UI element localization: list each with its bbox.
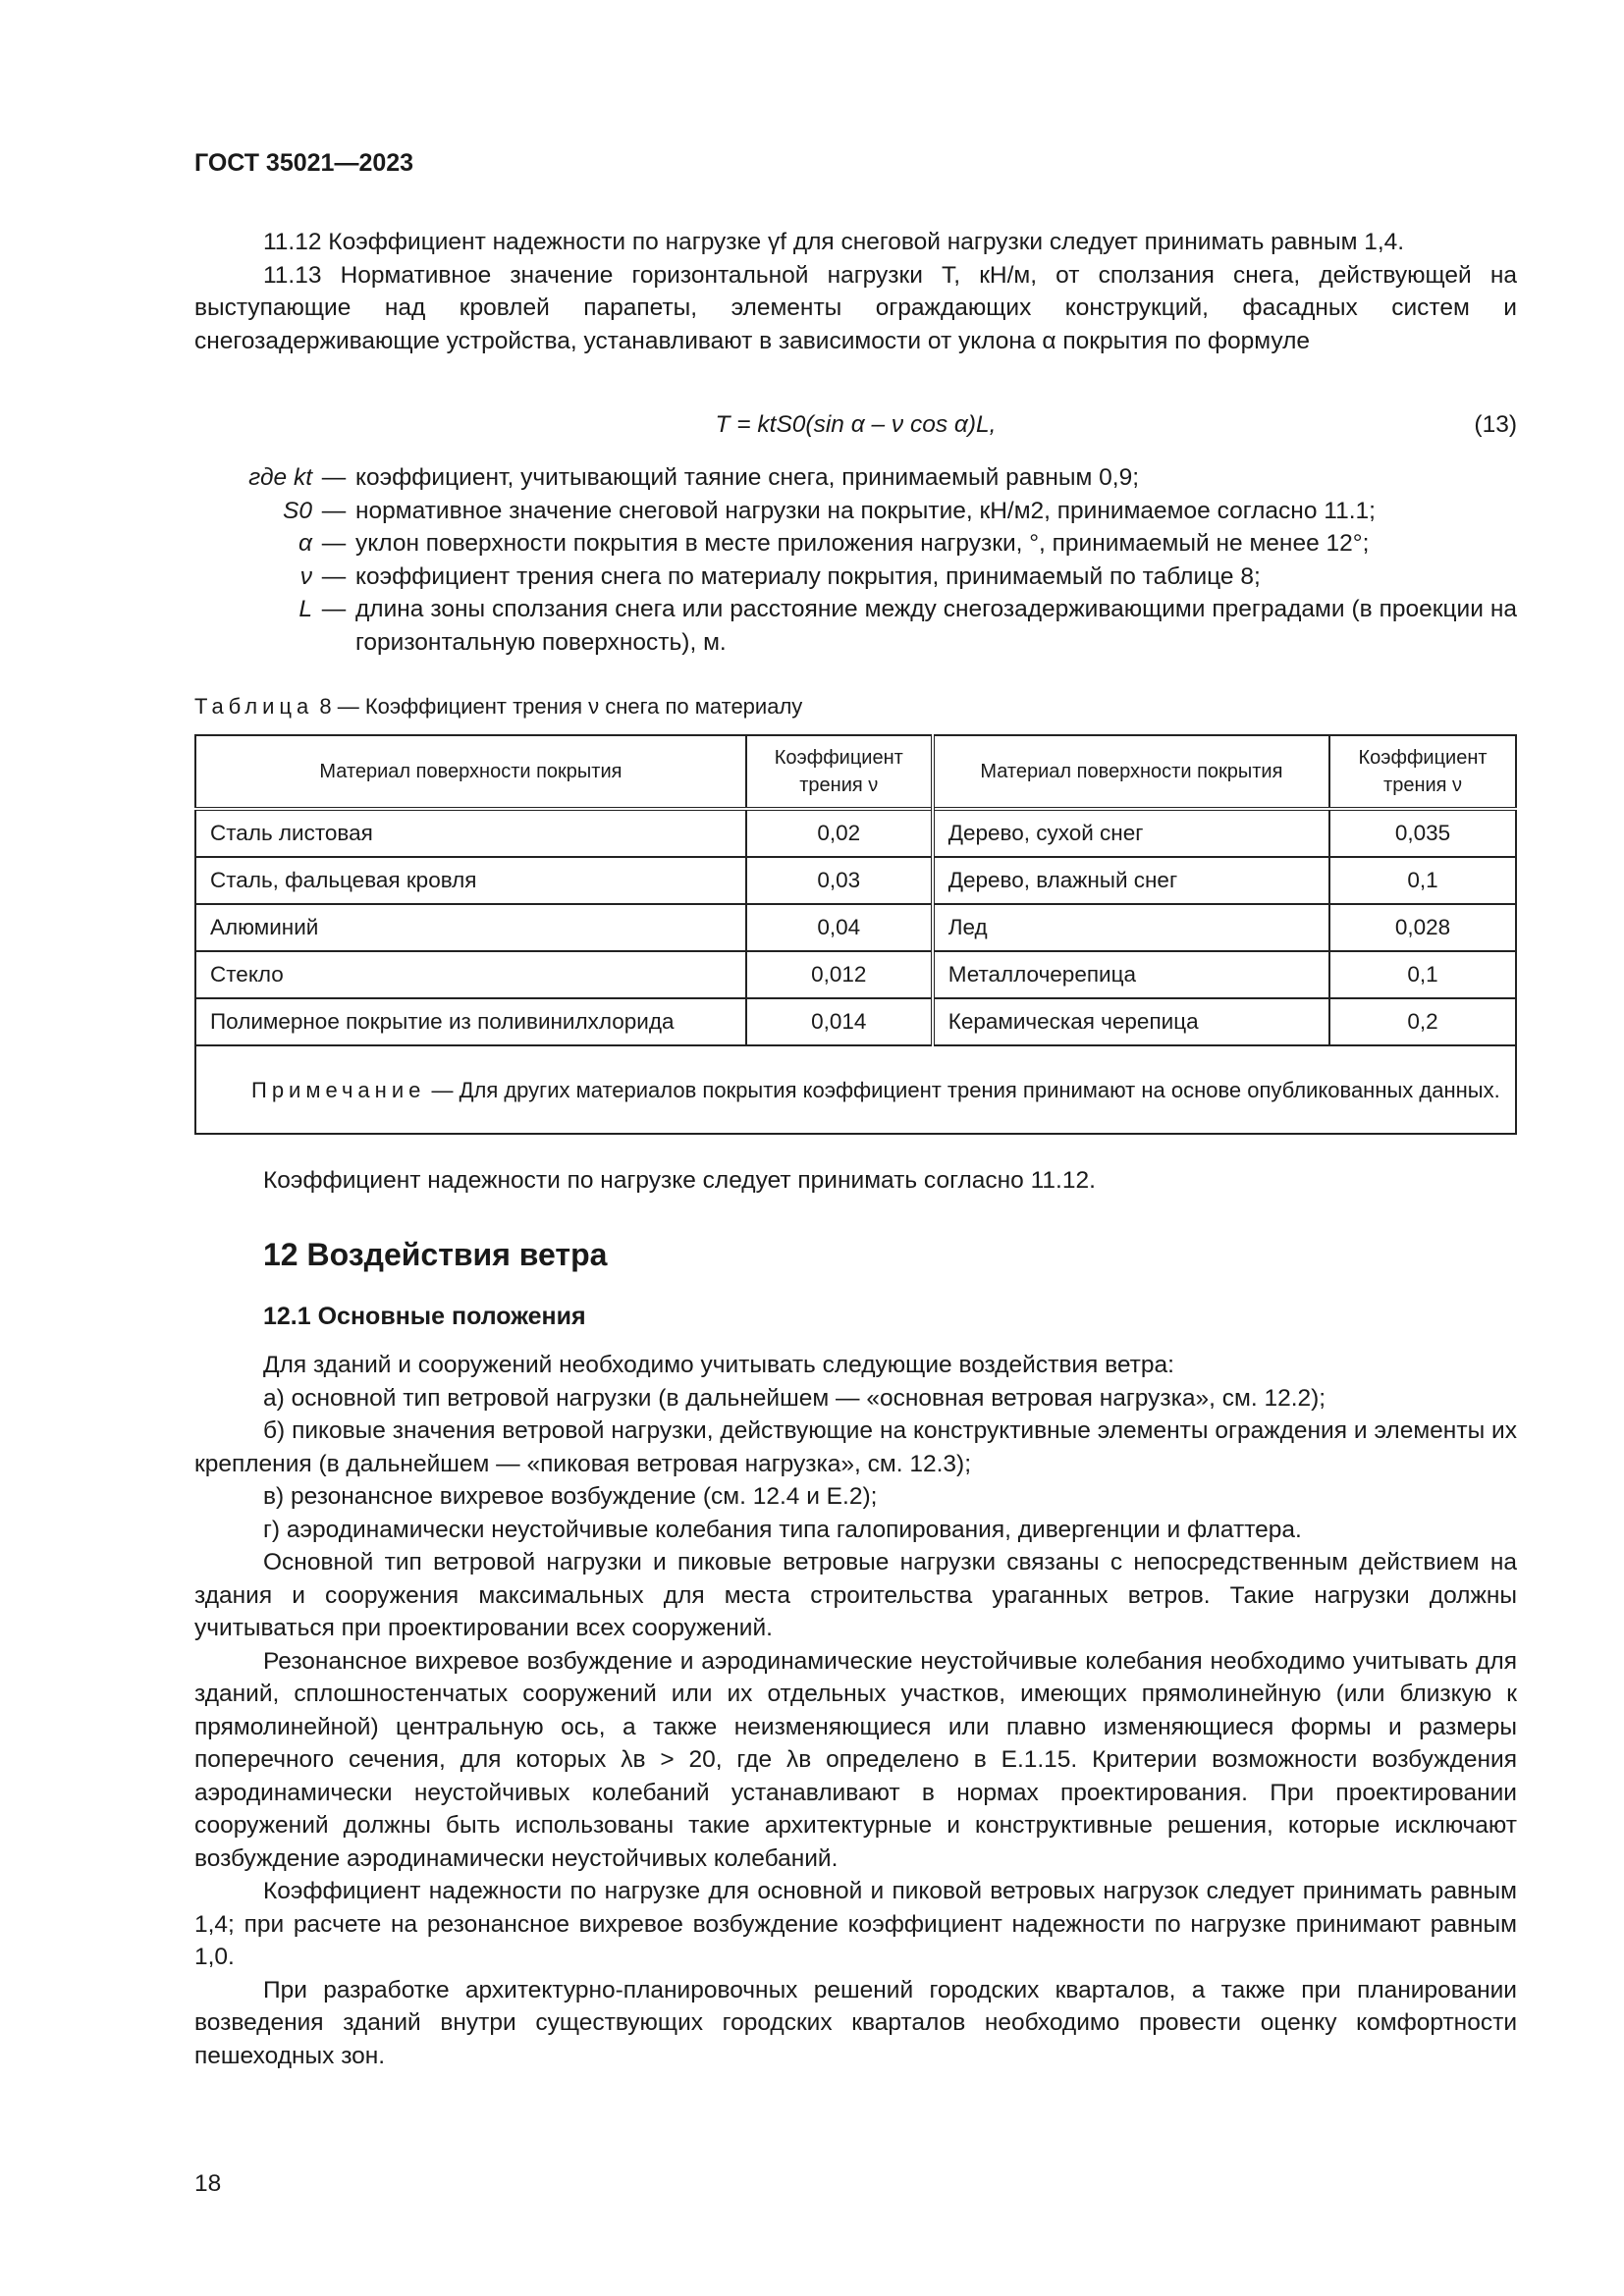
table-row xyxy=(195,904,1516,951)
paragraph: в) резонансное вихревое возбуждение (см. 12.4 и Е.2); xyxy=(263,1483,878,1510)
document-header: ГОСТ 35021—2023 xyxy=(194,149,414,177)
material-cell: Дерево, сухой снег xyxy=(933,809,1329,857)
friction-value-cell: 0,2 xyxy=(1329,998,1516,1045)
paragraph: б) пиковые значения ветровой нагрузки, действующие на конструктивные элементы ограждения и элементы их крепления (в дальнейшем — «пиковая ветровая нагрузка», см. 12.3); xyxy=(194,1417,1517,1477)
table-row xyxy=(195,998,1516,1045)
header-cell: Материал поверхности покрытия xyxy=(933,735,1329,809)
paragraph: г) аэродинамически неустойчивые колебания типа галопирования, дивергенции и флаттера. xyxy=(263,1516,1302,1543)
clause-11-13: 11.13 Нормативное значение горизонтальной нагрузки T, кН/м, от сползания снега, действующей на выступающие над кровлей парапеты, элементы ограждающих конструкций, фасадных систем и снегозадерживающие устройства, устанавливают в зависимости от уклона α покрытия по формуле xyxy=(194,261,1517,354)
material-cell: Стекло xyxy=(195,951,746,998)
table-row xyxy=(195,857,1516,904)
table-caption-label: Таблица xyxy=(194,694,314,719)
friction-table xyxy=(194,734,1517,1135)
paragraph: Для зданий и сооружений необходимо учитывать следующие воздействия ветра: xyxy=(263,1352,1174,1378)
after-table-text: Коэффициент надежности по нагрузке следует принимать согласно 11.12. xyxy=(263,1167,1096,1194)
table-caption xyxy=(194,690,802,723)
clause-11-12: 11.12 Коэффициент надежности по нагрузке γf для снеговой нагрузки следует принимать равным 1,4. xyxy=(263,229,1405,255)
header-cell: Коэффициент трения ν xyxy=(746,735,933,809)
definition-text: уклон поверхности покрытия в месте приложения нагрузки, °, принимаемый не менее 12°; xyxy=(355,530,1370,557)
friction-value-cell: 0,1 xyxy=(1329,857,1516,904)
note-label: Примечание xyxy=(251,1077,426,1102)
definition-symbol: S0 xyxy=(283,497,312,524)
definition-symbol: ν xyxy=(299,562,312,590)
definition-text: коэффициент трения снега по материалу покрытия, принимаемый по таблице 8; xyxy=(355,562,1261,590)
friction-value-cell: 0,014 xyxy=(746,998,933,1045)
paragraph: Основной тип ветровой нагрузки и пиковые ветровые нагрузки связаны с непосредственным действием на здания и сооружения максимальных для места строительства ураганных ветров. Такие нагрузки должны учитываться при проектировании всех сооружений. xyxy=(194,1549,1517,1641)
definition-text: коэффициент, учитывающий таяние снега, принимаемый равным 0,9; xyxy=(355,464,1140,491)
definition-item: α — уклон поверхности покрытия в месте приложения нагрузки, °, принимаемый не менее 12°; xyxy=(194,527,1517,561)
definition-symbol: α xyxy=(298,530,312,557)
subsection-title: 12.1 Основные положения xyxy=(263,1303,586,1330)
material-cell: Керамическая черепица xyxy=(933,998,1329,1045)
definition-symbol: где kt xyxy=(248,464,312,491)
table-caption-text: 8 — Коэффициент трения ν снега по материалу xyxy=(319,694,803,719)
definition-item: ν — коэффициент трения снега по материалу покрытия, принимаемый по таблице 8; xyxy=(194,561,1517,594)
friction-value-cell: 0,035 xyxy=(1329,809,1516,857)
page-number: 18 xyxy=(194,2170,222,2197)
paragraph: а) основной тип ветровой нагрузки (в дальнейшем — «основная ветровая нагрузка», см. 12.2); xyxy=(263,1384,1326,1412)
clause-11-12-13 xyxy=(194,226,1517,357)
friction-value-cell: 0,1 xyxy=(1329,951,1516,998)
definition-item: S0 — нормативное значение снеговой нагрузки на покрытие, кН/м2, принимаемое согласно 11.1; xyxy=(194,495,1517,528)
definition-item: L — длина зоны сползания снега или расстояние между снегозадерживающими преградами (в проекции на горизонтальную поверхность), м. xyxy=(194,593,1517,659)
section-title: 12 Воздействия ветра xyxy=(263,1237,608,1272)
paragraph: Коэффициент надежности по нагрузке для основной и пиковой ветровых нагрузок следует принимать равным 1,4; при расчете на резонансное вихревое возбуждение коэффициент надежности по нагрузке принимают равным 1,0. xyxy=(194,1878,1517,1970)
formula-13 xyxy=(194,408,1517,442)
paragraph: Резонансное вихревое возбуждение и аэродинамические неустойчивые колебания необходимо учитывать для зданий, сплошностенчатых сооружений или их отдельных участков, имеющих прямолинейную (или близкую к прямолинейной) центральную ось, а также неизменяющиеся или плавно изменяющиеся формы и размеры поперечного сечения, для которых λв > 20, где λв определено в Е.1.15. Критерии возможности возбуждения аэродинамически неустойчивых колебаний устанавливают в нормах проектирования. При проектировании сооружений должны быть использованы такие архитектурные и конструктивные решения, которые исключают возбуждение аэродинамически неустойчивых колебаний. xyxy=(194,1647,1517,1872)
material-cell: Полимерное покрытие из поливинилхлорида xyxy=(195,998,746,1045)
note-text: — Для других материалов покрытия коэффициент трения принимают на основе опубликованных данных. xyxy=(431,1077,1500,1102)
section-body xyxy=(194,1349,1517,2072)
material-cell: Алюминий xyxy=(195,904,746,951)
table-note xyxy=(195,1045,1516,1134)
material-cell: Дерево, влажный снег xyxy=(933,857,1329,904)
header-cell: Коэффициент трения ν xyxy=(1329,735,1516,809)
friction-value-cell: 0,028 xyxy=(1329,904,1516,951)
header-cell: Материал поверхности покрытия xyxy=(195,735,746,809)
formula-number: (13) xyxy=(1474,411,1517,438)
definitions-list xyxy=(194,461,1517,659)
material-cell: Лед xyxy=(933,904,1329,951)
definition-text: нормативное значение снеговой нагрузки на покрытие, кН/м2, принимаемое согласно 11.1; xyxy=(355,497,1376,524)
table-header-row xyxy=(195,735,1516,809)
friction-value-cell: 0,03 xyxy=(746,857,933,904)
definition-text: длина зоны сползания снега или расстояние между снегозадерживающими преградами (в проекции на горизонтальную поверхность), м. xyxy=(355,596,1517,656)
friction-value-cell: 0,012 xyxy=(746,951,933,998)
material-cell: Сталь, фальцевая кровля xyxy=(195,857,746,904)
material-cell: Металлочерепица xyxy=(933,951,1329,998)
friction-value-cell: 0,04 xyxy=(746,904,933,951)
material-cell: Сталь листовая xyxy=(195,809,746,857)
paragraph: При разработке архитектурно-планировочных решений городских кварталов, а также при планировании возведения зданий внутри существующих городских кварталов необходимо провести оценку комфортности пешеходных зон. xyxy=(194,1976,1517,2069)
friction-value-cell: 0,02 xyxy=(746,809,933,857)
definition-symbol: L xyxy=(298,596,312,622)
table-row xyxy=(195,951,1516,998)
table-row xyxy=(195,809,1516,857)
table-note-row xyxy=(195,1045,1516,1134)
definition-item: где kt — коэффициент, учитывающий таяние снега, принимаемый равным 0,9; xyxy=(194,461,1517,495)
formula-text: T = ktS0(sin α – ν cos α)L, xyxy=(715,411,997,438)
